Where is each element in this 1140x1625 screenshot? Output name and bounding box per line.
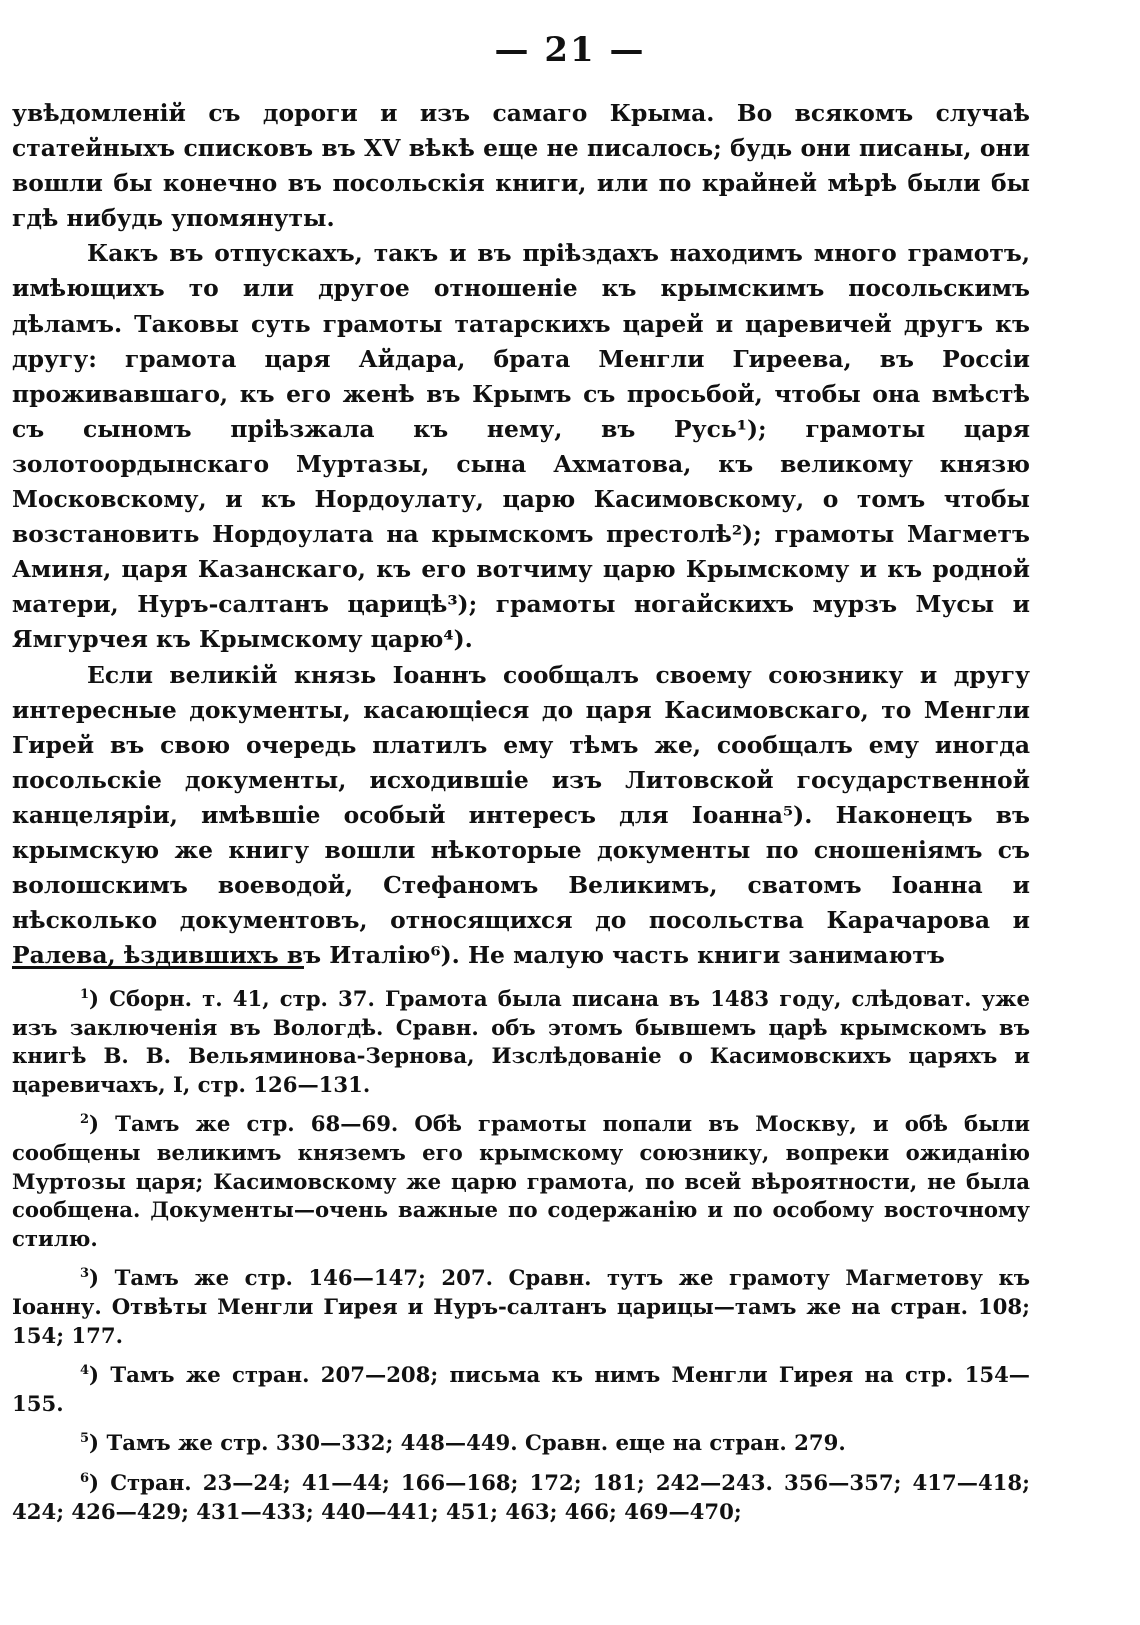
footnote-separator bbox=[12, 966, 304, 969]
footnote-text: ) Тамъ же стр. 330—332; 448—449. Сравн. еще на стран. 279. bbox=[89, 1430, 846, 1456]
footnote-text: ) Тамъ же стр. 146—147; 207. Сравн. тутъ же грамоту Магметову къ Іоанну. Отвѣты Менгли Гирея и Нуръ-салтанъ царицы—тамъ же на стран. 108; 154; 177. bbox=[12, 1265, 1030, 1348]
paragraph: Какъ въ отпускахъ, такъ и въ пріѣздахъ находимъ много грамотъ, имѣющихъ то или другое отношеніе къ крымскимъ посольскимъ дѣламъ. Таковы суть грамоты татарскихъ царей и царевичей другъ къ другу: грамота царя Айдара, брата Менгли Гиреева, въ Россіи проживавшаго, къ его женѣ въ Крымъ съ просьбой, чтобы она вмѣстѣ съ сыномъ пріѣзжала къ нему, въ Русь¹); грамоты царя золотоордынскаго Муртазы, сына Ахматова, къ великому князю Московскому, и къ Нордоулату, царю Касимовскому, о томъ чтобы возстановить Нордоулата на крымскомъ престолѣ²); грамоты Магметъ Аминя, царя Казанскаго, къ его вотчиму царю Крымскому и къ родной матери, Нуръ-салтанъ царицѣ³); грамоты ногайскихъ мурзъ Мусы и Ямгурчея къ Крымскому царю⁴). bbox=[12, 239, 1030, 654]
footnote bbox=[12, 1429, 1030, 1458]
footnote-text: ) Тамъ же стран. 207—208; письма къ нимъ Менгли Гирея на стр. 154—155. bbox=[12, 1362, 1030, 1416]
footnote-text: ) Стран. 23—24; 41—44; 166—168; 172; 181; 242—243. 356—357; 417—418; 424; 426—429; 431—433; 440—441; 451; 463; 466; 469—470; bbox=[12, 1469, 1030, 1524]
footnote bbox=[12, 1469, 1030, 1526]
page-number: — 21 — bbox=[494, 30, 646, 70]
footnote bbox=[12, 1264, 1030, 1350]
paragraph: Если великій князь Іоаннъ сообщалъ своему союзнику и другу интересные документы, касающіеся до царя Касимовскаго, то Менгли Гирей въ свою очередь платилъ ему тѣмъ же, сообщалъ ему иногда посольскіе документы, исходившіе изъ Литовской государственной канцеляріи, имѣвшіе особый интересъ для Іоанна⁵). Наконецъ въ крымскую же книгу вошли нѣкоторые документы по сношеніямъ съ волошскимъ воеводой, Стефаномъ Великимъ, сватомъ Іоанна и нѣсколько документовъ, относящихся до посольства Карачарова и Ралева, ѣздившихъ въ Италію⁶). Не малую часть книги занимаютъ bbox=[12, 660, 1030, 970]
main-text bbox=[12, 96, 1030, 973]
footnote bbox=[12, 985, 1030, 1099]
footnote bbox=[12, 1361, 1030, 1418]
footnote-mark: 5 bbox=[80, 1431, 90, 1447]
footnote-mark: 3 bbox=[80, 1266, 90, 1282]
footnote-text: ) Тамъ же стр. 68—69. Обѣ грамоты попали въ Москву, и обѣ были сообщены великимъ княземъ его крымскому союзнику, вопреки ожиданію Муртозы царя; Касимовскому же царю грамота, по всей вѣроятности, не была сообщена. Документы—очень важные по содержанію и по особому восточному стилю. bbox=[12, 1111, 1030, 1251]
paragraph: увѣдомленій съ дороги и изъ самаго Крыма. Во всякомъ случаѣ статейныхъ списковъ въ XV вѣкѣ еще не писалось; будь они писаны, они вошли бы конечно въ посольскія книги, или по крайней мѣрѣ были бы гдѣ нибудь упомянуты. bbox=[12, 99, 1030, 233]
footnote-mark: 4 bbox=[80, 1363, 90, 1379]
footnote bbox=[12, 1110, 1030, 1253]
footnote-mark: 6 bbox=[80, 1470, 90, 1486]
footnote-mark: 2 bbox=[80, 1112, 90, 1128]
footnote-mark: 1 bbox=[80, 986, 90, 1002]
footnotes bbox=[12, 985, 1030, 1537]
footnote-text: ) Сборн. т. 41, стр. 37. Грамота была писана въ 1483 году, слѣдоват. уже изъ заключенія въ Вологдѣ. Сравн. объ этомъ бывшемъ царѣ крымскомъ въ книгѣ В. В. Вельяминова-Зернова, Изслѣдованіе о Касимовскихъ царяхъ и царевичахъ, I, стр. 126—131. bbox=[12, 986, 1030, 1097]
